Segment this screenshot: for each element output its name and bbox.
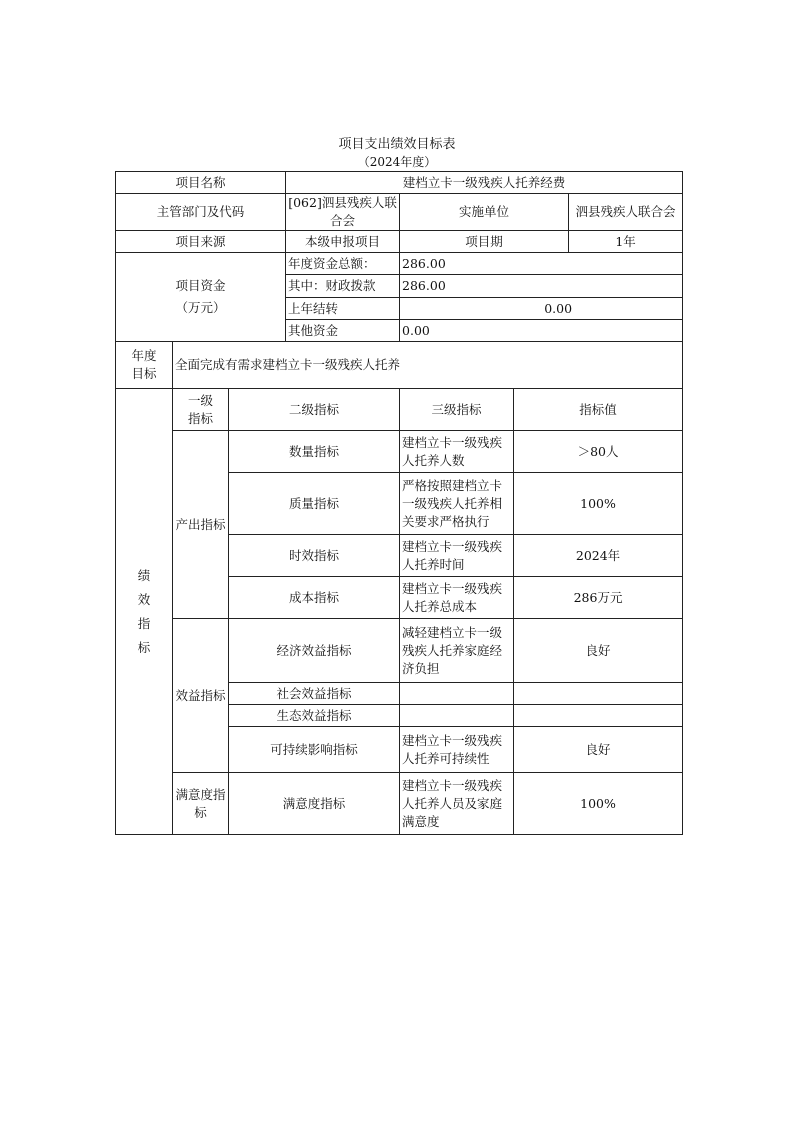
- output-level2: 成本指标: [229, 577, 400, 619]
- benefit-value: [514, 705, 683, 727]
- output-level2: 时效指标: [229, 535, 400, 577]
- output-level3: 建档立卡一级残疾人托养人数: [400, 431, 514, 473]
- funds-label: [116, 253, 286, 342]
- table-title: 项目支出绩效目标表: [338, 137, 456, 152]
- funds-other-value: 0.00: [400, 320, 683, 342]
- output-value: ＞80人: [514, 431, 683, 473]
- perf-label-char: 标: [137, 639, 151, 655]
- annual-goal-label-line1: 年度: [131, 348, 157, 363]
- funds-label-line2: （万元）: [175, 300, 226, 315]
- benefit-value: 良好: [514, 619, 683, 683]
- performance-table: [115, 171, 683, 835]
- funds-label-line1: 项目资金: [175, 278, 226, 293]
- table-subtitle: （2024年度）: [357, 155, 437, 169]
- benefit-indicator-label: 效益指标: [173, 619, 229, 773]
- benefit-value: [514, 683, 683, 705]
- output-value: 2024年: [514, 535, 683, 577]
- header-level1-line1: 一级: [187, 392, 213, 408]
- benefit-level3: [400, 683, 514, 705]
- benefit-level2: 生态效益指标: [229, 705, 400, 727]
- perf-label-char: 指: [137, 615, 151, 631]
- output-value: 286万元: [514, 577, 683, 619]
- funds-other-label: 其他资金: [286, 320, 400, 342]
- benefit-value: 良好: [514, 727, 683, 773]
- funds-carryover-value: 0.00: [400, 298, 683, 320]
- satisfaction-level3: 建档立卡一级残疾人托养人员及家庭满意度: [400, 773, 514, 835]
- annual-goal-label: [116, 342, 173, 389]
- project-name-value: 建档立卡一级残疾人托养经费: [286, 172, 683, 194]
- dept-value: [062]泗县残疾人联合会: [286, 194, 400, 231]
- benefit-level3: 建档立卡一级残疾人托养可持续性: [400, 727, 514, 773]
- project-name-label: 项目名称: [116, 172, 286, 194]
- annual-goal-label-line2: 目标: [131, 366, 157, 381]
- benefit-level3: 减轻建档立卡一级残疾人托养家庭经济负担: [400, 619, 514, 683]
- funds-fiscal-label: 其中：财政拨款: [286, 275, 400, 298]
- impl-unit-label: 实施单位: [400, 194, 569, 231]
- funds-fiscal-value: 286.00: [400, 275, 683, 298]
- benefit-level2: 可持续影响指标: [229, 727, 400, 773]
- output-level2: 数量指标: [229, 431, 400, 473]
- funds-total-value: 286.00: [400, 253, 683, 275]
- impl-unit-value: 泗县残疾人联合会: [569, 194, 683, 231]
- output-level3: 建档立卡一级残疾人托养时间: [400, 535, 514, 577]
- output-value: 100%: [514, 473, 683, 535]
- header-value: 指标值: [514, 389, 683, 431]
- benefit-level2: 经济效益指标: [229, 619, 400, 683]
- output-indicator-label: 产出指标: [173, 431, 229, 619]
- benefit-level2: 社会效益指标: [229, 683, 400, 705]
- header-level1-line2: 指标: [187, 410, 213, 426]
- funds-total-label: 年度资金总额：: [286, 253, 400, 275]
- perf-label-char: 绩: [137, 567, 151, 583]
- perf-label-char: 效: [137, 591, 151, 607]
- funds-carryover-label: 上年结转: [286, 298, 400, 320]
- output-level3: 严格按照建档立卡一级残疾人托养相关要求严格执行: [400, 473, 514, 535]
- benefit-level3: [400, 705, 514, 727]
- satisfaction-level2: 满意度指标: [229, 773, 400, 835]
- source-value: 本级申报项目: [286, 231, 400, 253]
- satisfaction-value: 100%: [514, 773, 683, 835]
- annual-goal-value: 全面完成有需求建档立卡一级残疾人托养: [173, 342, 683, 389]
- period-value: 1年: [569, 231, 683, 253]
- dept-label: 主管部门及代码: [116, 194, 286, 231]
- source-label: 项目来源: [116, 231, 286, 253]
- header-level2: 二级指标: [229, 389, 400, 431]
- output-level3: 建档立卡一级残疾人托养总成本: [400, 577, 514, 619]
- satisfaction-indicator-label: 满意度指标: [173, 773, 229, 835]
- header-level1: [173, 389, 229, 431]
- period-label: 项目期: [400, 231, 569, 253]
- header-level3: 三级指标: [400, 389, 514, 431]
- perf-indicator-label: [116, 389, 173, 835]
- output-level2: 质量指标: [229, 473, 400, 535]
